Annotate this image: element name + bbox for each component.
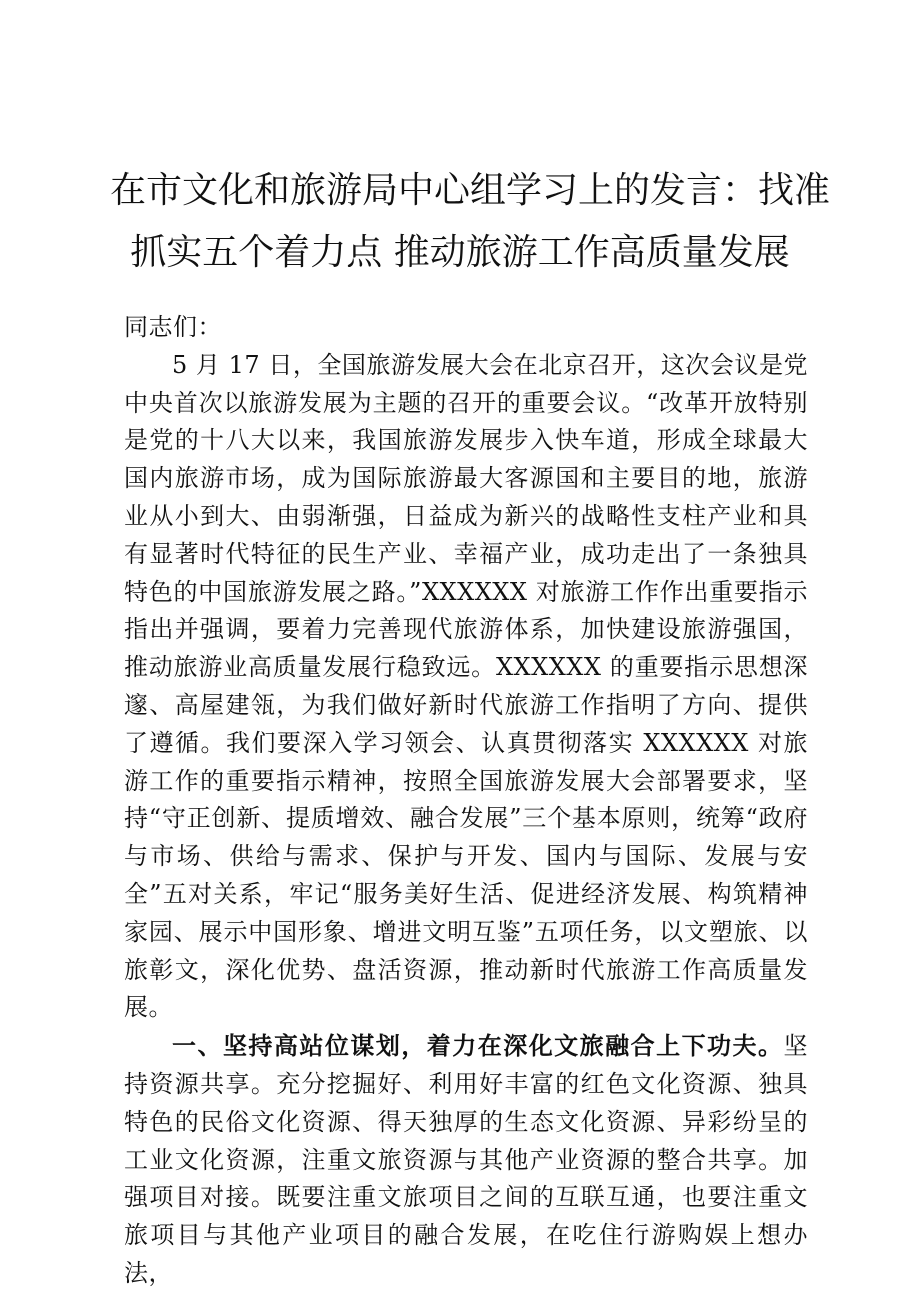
title-line-2: 抓实五个着力点 推动旅游工作高质量发展 xyxy=(130,232,790,273)
paragraph-section-1 xyxy=(124,1027,808,1293)
title-line-1: 在市文化和旅游局中心组学习上的发言：找准 xyxy=(110,170,831,211)
section-1-heading: 一、坚持高站位谋划，着力在深化文旅融合上下功夫。 xyxy=(172,1031,784,1061)
document-title xyxy=(110,160,831,284)
paragraph-intro: 5 月 17 日，全国旅游发展大会在北京召开，这次会议是党中央首次以旅游发展为主题的召开的重要会议。“改革开放特别是党的十八大以来，我国旅游发展步入快车道，形成全球最大国内旅游市场，成为国际旅游最大客源国和主要目的地，旅游业从小到大、由弱渐强，日益成为新兴的战略性支柱产业和具有显著时代特征的民生产业、幸福产业，成功走出了一条独具特色的中国旅游发展之路。”XXXXXX 对旅游工作作出重要指示指出并强调，要着力完善现代旅游体系，加快建设旅游强国，推动旅游业高质量发展行稳致远。XXXXXX 的重要指示思想深邃、高屋建瓴，为我们做好新时代旅游工作指明了方向、提供了遵循。我们要深入学习领会、认真贯彻落实 XXXXXX 对旅游工作的重要指示精神，按照全国旅游发展大会部署要求，坚持“守正创新、提质增效、融合发展”三个基本原则，统筹“政府与市场、供给与需求、保护与开发、国内与国际、发展与安全”五对关系，牢记“服务美好生活、促进经济发展、构筑精神家园、展示中国形象、增进文明互鉴”五项任务，以文塑旅、以旅彰文，深化优势、盘活资源，推动新时代旅游工作高质量发展。 xyxy=(124,350,808,1022)
salutation: 同志们： xyxy=(124,313,222,341)
document-body xyxy=(124,309,808,1293)
section-1-text: 坚持资源共享。充分挖掘好、利用好丰富的红色文化资源、独具特色的民俗文化资源、得天独厚的生态文化资源、异彩纷呈的工业文化资源，注重文旅资源与其他产业资源的整合共享。加强项目对接。既要注重文旅项目之间的互联互通，也要注重文旅项目与其他产业项目的融合发展，在吃住行游购娱上想办法， xyxy=(124,1032,808,1287)
